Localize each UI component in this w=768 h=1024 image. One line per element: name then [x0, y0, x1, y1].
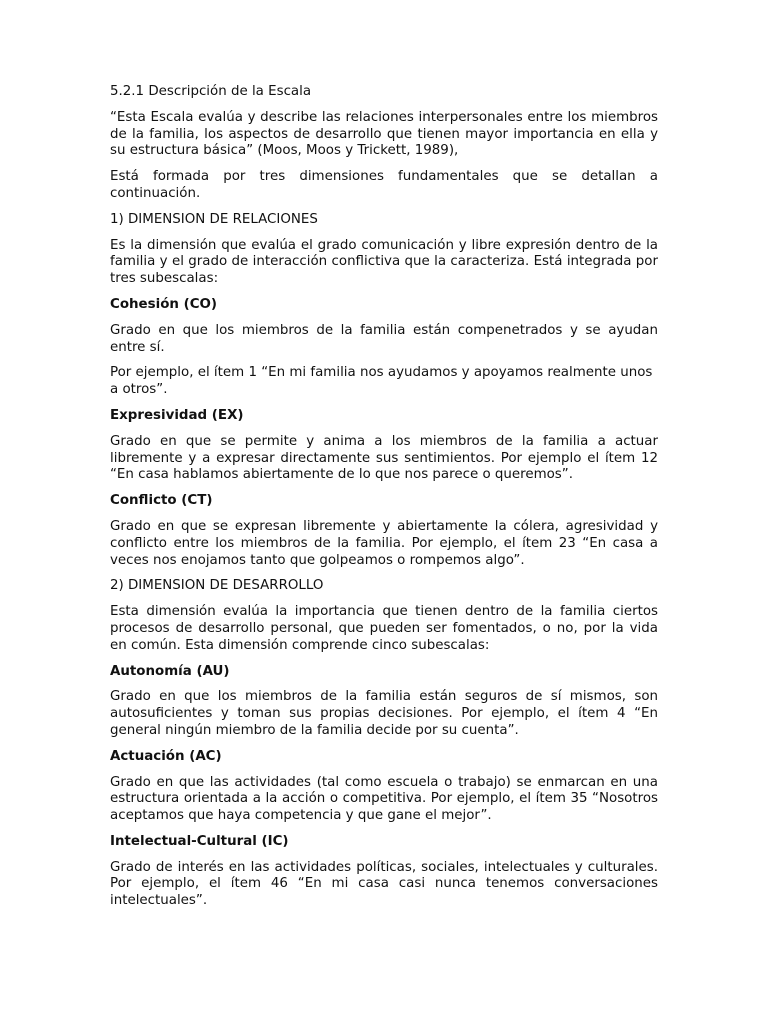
subscale-autonomia-title: Autonomía (AU) — [110, 663, 230, 679]
dimension-desarrollo-description: Esta dimensión evalúa la importancia que tienen dentro de la familia ciertos procesos de desarrollo personal, que pueden ser fomentados, o no, por la vida en común. Esta dimensión comprende cinco subescalas: — [110, 604, 658, 653]
subscale-intelectual-cultural-definition: Grado de interés en las actividades políticas, sociales, intelectuales y culturales. Por ejemplo, el ítem 46 “En mi casa casi nunca tenemos conversaciones intelectuales”. — [110, 859, 658, 909]
subscale-cohesion-definition: Grado en que los miembros de la familia están compenetrados y se ayudan entre sí. — [110, 322, 658, 355]
subscale-conflicto-definition: Grado en que se expresan libremente y abiertamente la cólera, agresividad y conflicto entre los miembros de la familia. Por ejemplo, el ítem 23 “En casa a veces nos enojamos tanto que golpeamos o rompemos algo”. — [110, 518, 658, 568]
subscale-cohesion-title: Cohesión (CO) — [110, 296, 218, 312]
subscale-expresividad-definition: Grado en que se permite y anima a los miembros de la familia a actuar libremente y a expresar directamente sus sentimientos. Por ejemplo el ítem 12 “En casa hablamos abiertamente de lo que nos parece o queremos”. — [110, 433, 658, 483]
document-page — [110, 84, 658, 919]
subscale-autonomia-definition: Grado en que los miembros de la familia están seguros de sí mismos, son autosuficientes y toman sus propias decisiones. Por ejemplo, el ítem 4 “En general ningún miembro de la familia decide por su cuenta”. — [110, 689, 658, 738]
subscale-expresividad-title: Expresividad (EX) — [110, 407, 244, 423]
subscale-cohesion-example: Por ejemplo, el ítem 1 “En mi familia nos ayudamos y apoyamos realmente unos a otros”. — [110, 365, 653, 398]
dimension-desarrollo-title: 2) DIMENSION DE DESARROLLO — [110, 578, 324, 594]
subscale-intelectual-cultural-title: Intelectual-Cultural (IC) — [110, 833, 289, 849]
subscale-conflicto-title: Conflicto (CT) — [110, 493, 213, 509]
section-heading: 5.2.1 Descripción de la Escala — [110, 84, 312, 99]
intro-structure-paragraph: Está formada por tres dimensiones fundamentales que se detallan a continuación. — [110, 169, 658, 201]
dimension-relaciones-title: 1) DIMENSION DE RELACIONES — [110, 211, 318, 227]
intro-quote-paragraph: “Esta Escala evalúa y describe las relaciones interpersonales entre los miembros de la familia, los aspectos de desarrollo que tienen mayor importancia en ella y su estructura básica” (Moos, Moos y Trickett, 1989), — [110, 109, 658, 159]
dimension-relaciones-description: Es la dimensión que evalúa el grado comunicación y libre expresión dentro de la familia y el grado de interacción conflictiva que la caracteriza. Está integrada por tres subescalas: — [110, 237, 658, 287]
subscale-actuacion-title: Actuación (AC) — [110, 748, 222, 764]
subscale-actuacion-definition: Grado en que las actividades (tal como escuela o trabajo) se enmarcan en una estructura orientada a la acción o competitiva. Por ejemplo, el ítem 35 “Nosotros aceptamos que haya competencia y que gane el mejor”. — [110, 774, 658, 824]
